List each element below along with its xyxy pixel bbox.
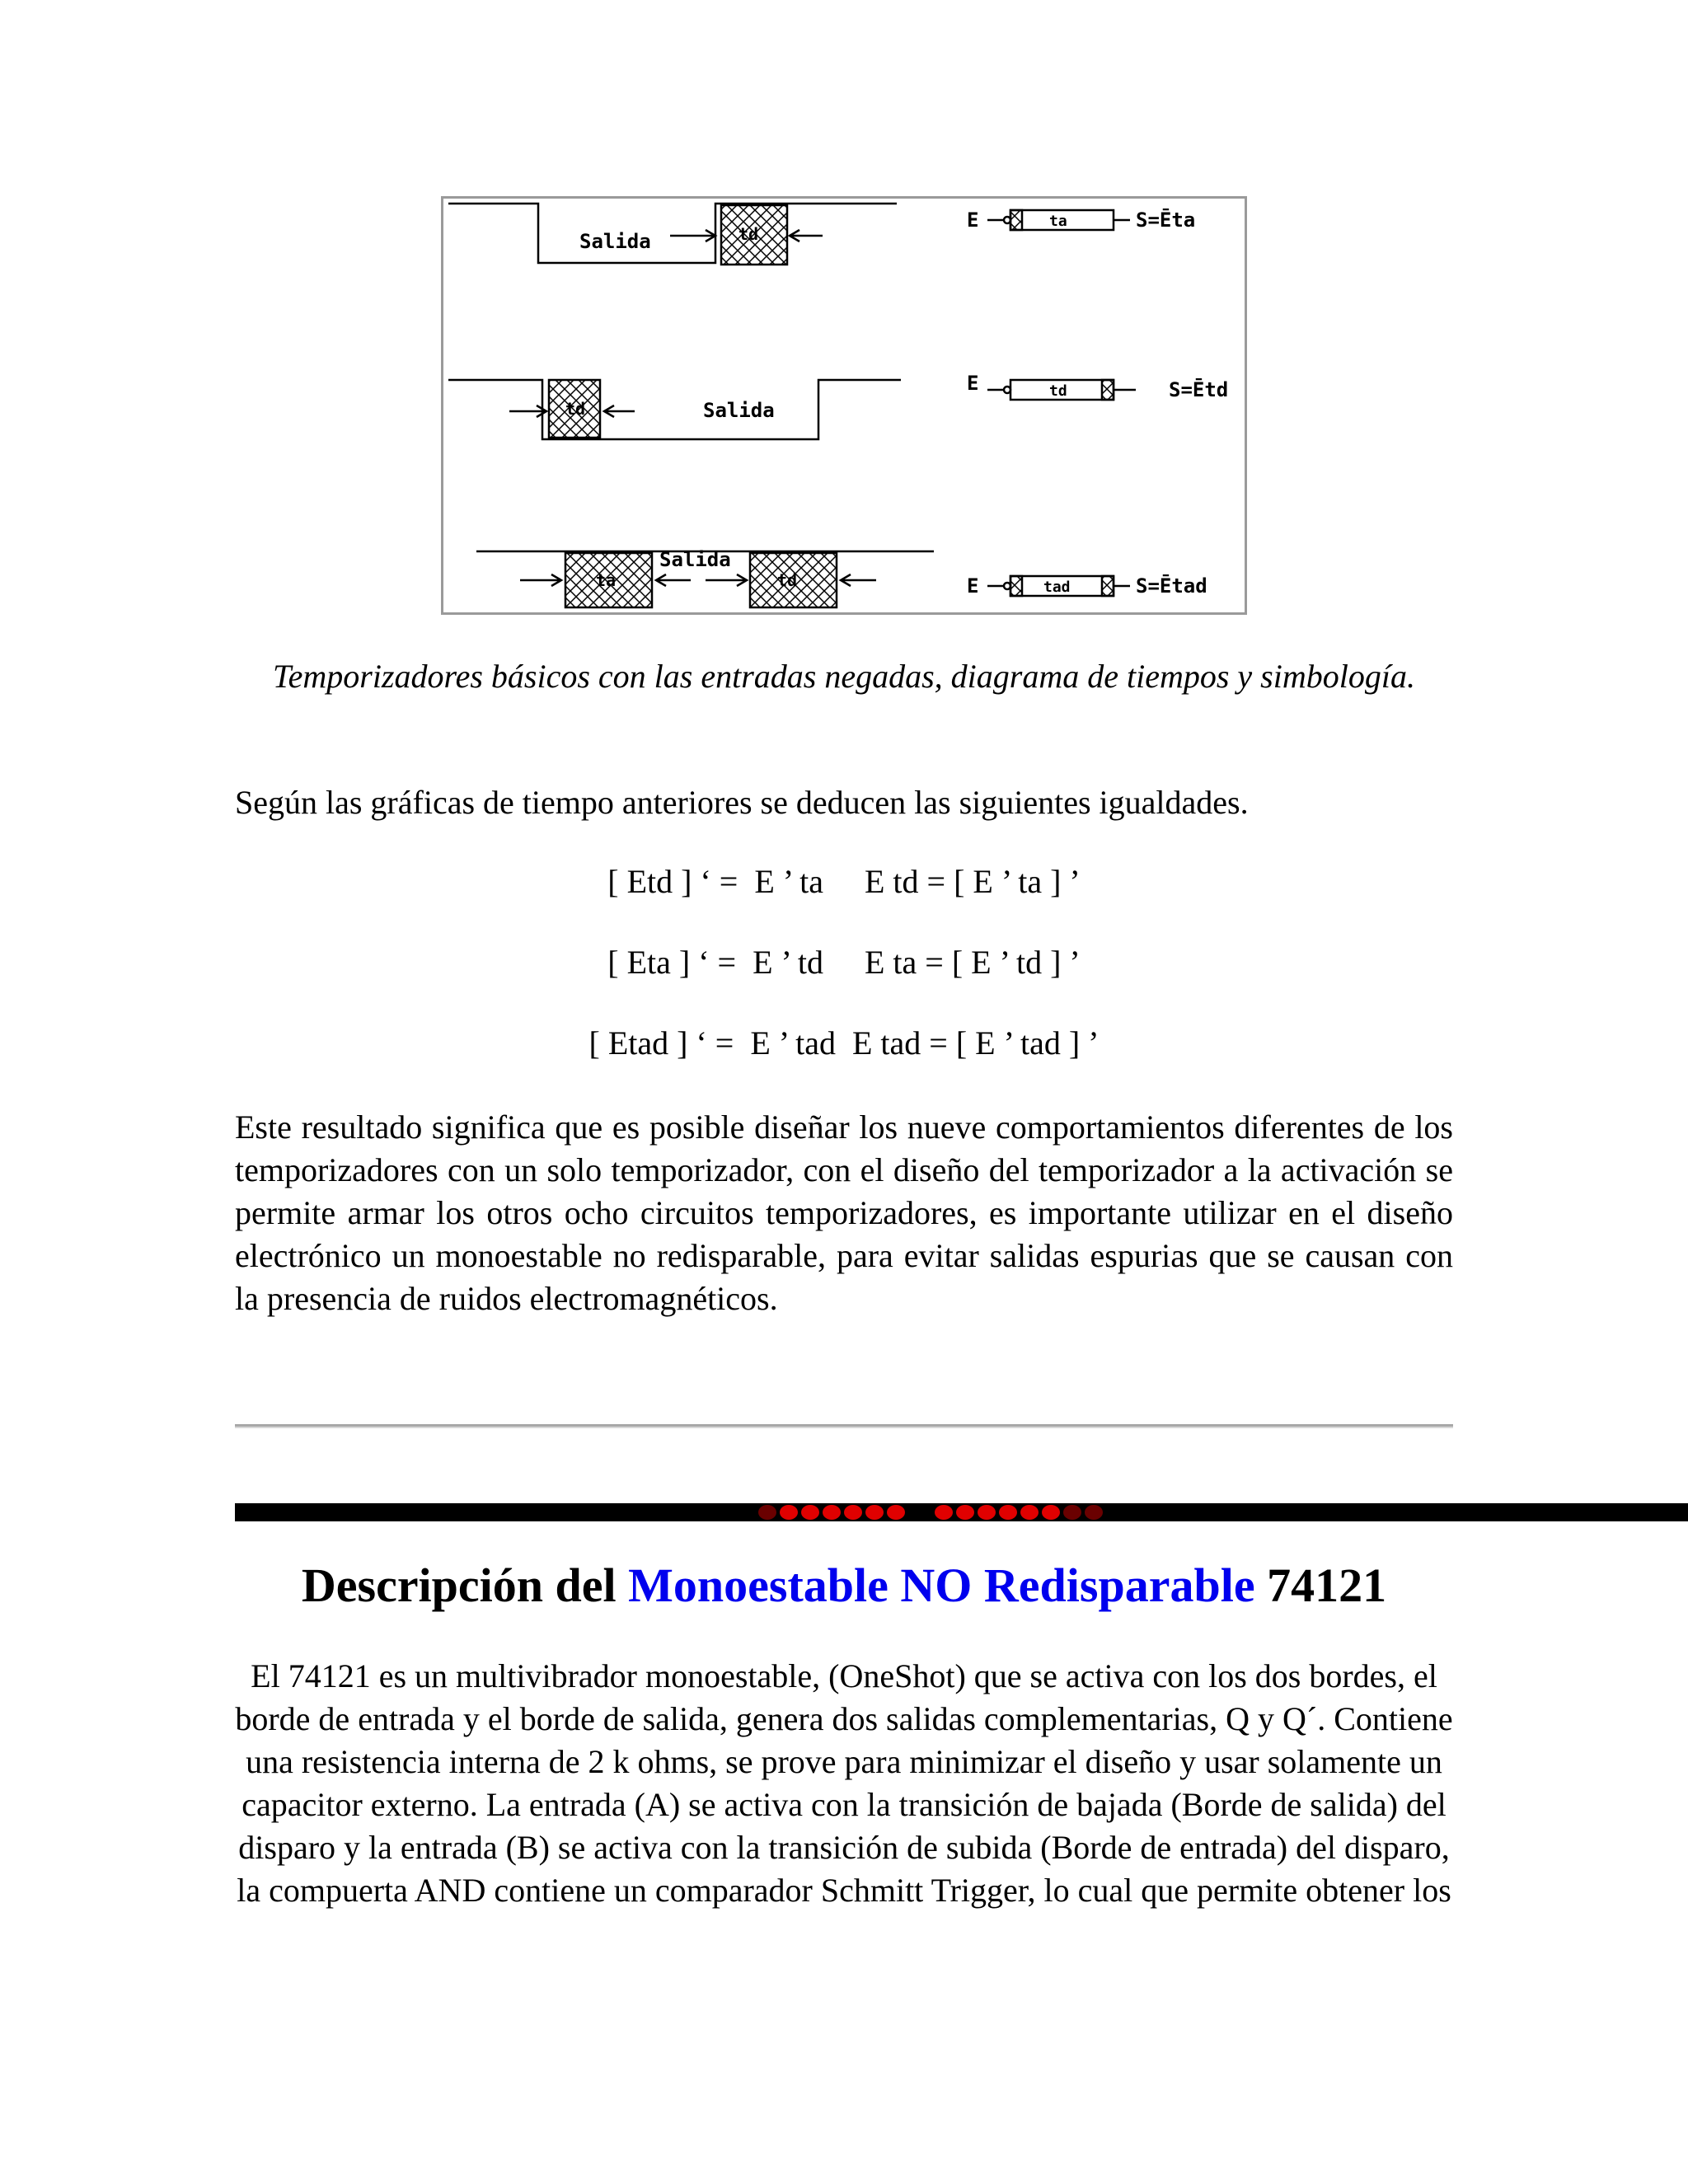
label-ta-row3: ta — [596, 570, 617, 590]
arrow-right-row2 — [509, 405, 546, 417]
label-salida-row2: Salida — [703, 399, 775, 422]
symbol1-time-label: ta — [1049, 213, 1067, 230]
label-salida-row1: Salida — [579, 230, 651, 253]
symbol3-input-label: E — [967, 574, 979, 598]
symbol3-time-label: tad — [1043, 579, 1071, 596]
arrow-right-row3a — [520, 574, 561, 586]
arrow-right-row1 — [670, 230, 715, 241]
divider-dots — [758, 1505, 1103, 1520]
arrow-left-row3b — [841, 574, 876, 586]
symbol2-time-label: td — [1049, 382, 1067, 400]
timing-diagram-svg — [443, 199, 1245, 612]
equation-2: [ Eta ] ‘ = E ’ td E ta = [ E ’ td ] ’ — [607, 944, 1081, 981]
timing-diagram-figure — [441, 196, 1247, 615]
horizontal-rule — [235, 1424, 1453, 1428]
equation-1: [ Etd ] ‘ = E ’ ta E td = [ E ’ ta ] ’ — [607, 863, 1081, 900]
label-td-row1: td — [738, 224, 759, 244]
symbol1-output-label: S=Ēta — [1136, 209, 1196, 232]
body-paragraph-1: Este resultado significa que es posible diseñar los nueve comportamientos diferentes de los temporizadores con un solo temporizador, con el diseño del temporizador a la activación se permite armar los otros ocho circuitos temporizadores, es importante utilizar en el diseño electrónico un monoestable no redisparable, para evitar salidas espurias que se causan con la presencia de ruidos electromagnéticos. — [235, 1108, 1453, 1317]
figure-caption: Temporizadores básicos con las entradas negadas, diagrama de tiempos y simbología. — [273, 658, 1415, 695]
arrow-right-row3b — [706, 574, 747, 586]
label-td-row2: td — [565, 399, 586, 419]
arrow-left-row3a — [656, 574, 691, 586]
heading-suffix: 74121 — [1267, 1558, 1387, 1612]
heading-highlight: Monoestable NO Redisparable — [628, 1558, 1255, 1612]
symbol1-input-label: E — [967, 209, 979, 232]
intro-paragraph: Según las gráficas de tiempo anteriores se deducen las siguientes igualdades. — [235, 784, 1249, 821]
label-td-row3: td — [777, 570, 798, 590]
body-paragraph-2: El 74121 es un multivibrador monoestable, (OneShot) que se activa con los dos bordes, el borde de entrada y el borde de salida, genera dos salidas complementarias, Q y Q´. Contiene una resistencia interna de 2 k ohms, se prove para minimizar el diseño y usar solamente un capacitor externo. La entrada (A) se activa con la transición de bajada (Borde de salida) del disparo y la entrada (B) se activa con la transición de subida (Borde de entrada) del disparo, la compuerta AND contiene un comparador Schmitt Trigger, lo cual que permite obtener los — [235, 1657, 1453, 1909]
equation-3: [ Etad ] ‘ = E ’ tad E tad = [ E ’ tad ] ’ — [588, 1024, 1100, 1062]
arrow-left-row2 — [604, 405, 635, 417]
symbol3-output-label: S=Ētad — [1136, 574, 1207, 598]
waveform-row2 — [448, 380, 901, 439]
arrow-left-row1 — [790, 230, 823, 241]
waveform-row1 — [448, 204, 897, 263]
heading-prefix: Descripción del — [301, 1558, 617, 1612]
label-salida-row3: Salida — [659, 548, 731, 571]
section-heading — [0, 1558, 1688, 1613]
symbol2-output-label: S=Ētd — [1169, 378, 1229, 401]
symbol2-input-label: E — [967, 372, 979, 395]
